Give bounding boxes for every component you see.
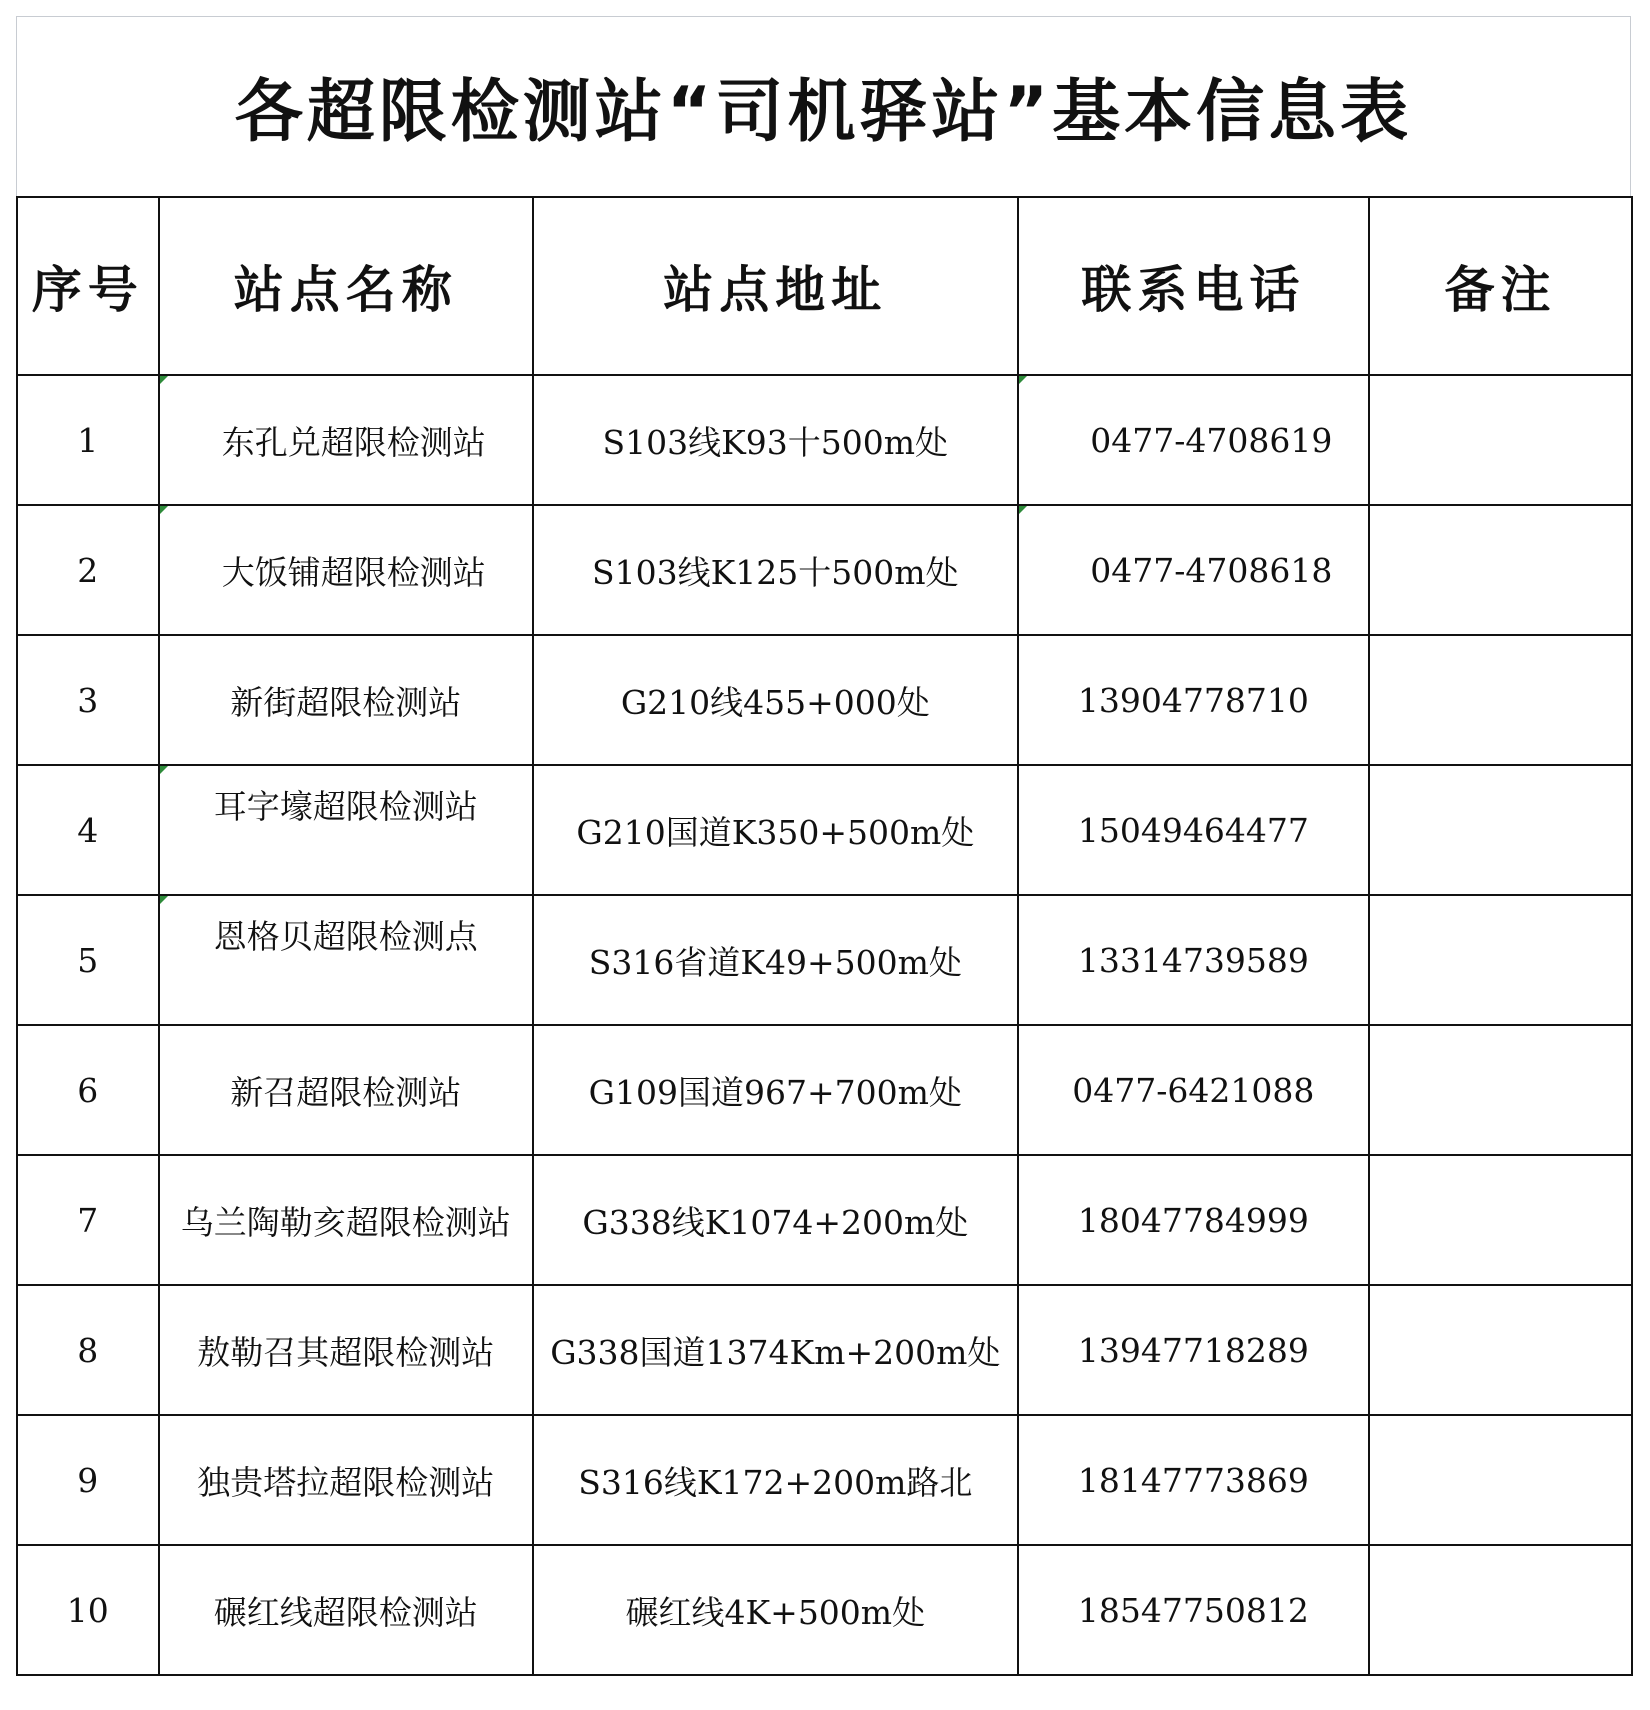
header-cell-note[interactable]: 备注 bbox=[1369, 197, 1632, 375]
comment-marker-icon bbox=[1019, 506, 1027, 514]
cell-note[interactable] bbox=[1369, 1285, 1632, 1415]
cell-no[interactable]: 10 bbox=[17, 1545, 159, 1675]
cell-note[interactable] bbox=[1369, 895, 1632, 1025]
table-row bbox=[17, 1545, 1632, 1675]
cell-no[interactable]: 2 bbox=[17, 505, 159, 635]
table-row bbox=[17, 895, 1632, 1025]
comment-marker-icon bbox=[1019, 376, 1027, 384]
table-row bbox=[17, 505, 1632, 635]
station-table bbox=[16, 196, 1633, 1676]
table-row bbox=[17, 635, 1632, 765]
cell-address[interactable]: G338国道1374Km+200m处 bbox=[533, 1285, 1018, 1415]
cell-phone-text: 0477-4708619 bbox=[1090, 420, 1333, 460]
cell-phone[interactable]: 18547750812 bbox=[1018, 1545, 1369, 1675]
cell-address[interactable]: S103线K125十500m处 bbox=[533, 505, 1018, 635]
cell-no[interactable]: 1 bbox=[17, 375, 159, 505]
table-row bbox=[17, 1285, 1632, 1415]
cell-name-text: 大饭铺超限检测站 bbox=[221, 552, 486, 592]
cell-no[interactable]: 5 bbox=[17, 895, 159, 1025]
table-row bbox=[17, 1025, 1632, 1155]
table-row bbox=[17, 1155, 1632, 1285]
cell-address[interactable]: G210线455+000处 bbox=[533, 635, 1018, 765]
page-title: 各超限检测站“司机驿站”基本信息表 bbox=[234, 73, 1413, 152]
cell-note[interactable] bbox=[1369, 375, 1632, 505]
header-cell-no[interactable]: 序号 bbox=[17, 197, 159, 375]
cell-name[interactable]: 敖勒召其超限检测站 bbox=[159, 1285, 533, 1415]
comment-marker-icon bbox=[160, 506, 168, 514]
cell-name[interactable]: 独贵塔拉超限检测站 bbox=[159, 1415, 533, 1545]
cell-name-text: 耳字壕超限检测站 bbox=[213, 786, 478, 826]
cell-no[interactable]: 9 bbox=[17, 1415, 159, 1545]
cell-phone-text: 0477-4708618 bbox=[1090, 550, 1333, 590]
comment-marker-icon bbox=[160, 766, 168, 774]
cell-no[interactable]: 8 bbox=[17, 1285, 159, 1415]
cell-no[interactable]: 3 bbox=[17, 635, 159, 765]
cell-note[interactable] bbox=[1369, 505, 1632, 635]
spreadsheet-sheet bbox=[16, 16, 1633, 1694]
table-row bbox=[17, 1415, 1632, 1545]
cell-address[interactable]: 碾红线4K+500m处 bbox=[533, 1545, 1018, 1675]
cell-phone[interactable]: 18147773869 bbox=[1018, 1415, 1369, 1545]
cell-phone[interactable]: 0477-6421088 bbox=[1018, 1025, 1369, 1155]
table-row bbox=[17, 765, 1632, 895]
cell-phone[interactable]: 13314739589 bbox=[1018, 895, 1369, 1025]
cell-name-text: 恩格贝超限检测点 bbox=[213, 916, 478, 956]
cell-phone[interactable]: 15049464477 bbox=[1018, 765, 1369, 895]
cell-name-text: 东孔兑超限检测站 bbox=[221, 422, 486, 462]
cell-address[interactable]: S103线K93十500m处 bbox=[533, 375, 1018, 505]
cell-address[interactable]: G109国道967+700m处 bbox=[533, 1025, 1018, 1155]
cell-address[interactable]: G338线K1074+200m处 bbox=[533, 1155, 1018, 1285]
cell-note[interactable] bbox=[1369, 1025, 1632, 1155]
cell-phone[interactable]: 13904778710 bbox=[1018, 635, 1369, 765]
cell-address[interactable]: S316省道K49+500m处 bbox=[533, 895, 1018, 1025]
cell-no[interactable]: 6 bbox=[17, 1025, 159, 1155]
cell-name[interactable]: 新街超限检测站 bbox=[159, 635, 533, 765]
cell-phone[interactable]: 13947718289 bbox=[1018, 1285, 1369, 1415]
cell-name[interactable]: 乌兰陶勒亥超限检测站 bbox=[159, 1155, 533, 1285]
header-row bbox=[17, 197, 1632, 375]
title-cell[interactable] bbox=[16, 16, 1631, 196]
cell-name[interactable] bbox=[159, 895, 533, 1025]
cell-note[interactable] bbox=[1369, 1155, 1632, 1285]
cell-note[interactable] bbox=[1369, 765, 1632, 895]
cell-name[interactable] bbox=[159, 375, 533, 505]
cell-address[interactable]: G210国道K350+500m处 bbox=[533, 765, 1018, 895]
cell-phone[interactable] bbox=[1018, 375, 1369, 505]
cell-address[interactable]: S316线K172+200m路北 bbox=[533, 1415, 1018, 1545]
cell-note[interactable] bbox=[1369, 1545, 1632, 1675]
cell-note[interactable] bbox=[1369, 635, 1632, 765]
cell-no[interactable]: 7 bbox=[17, 1155, 159, 1285]
header-cell-address[interactable]: 站点地址 bbox=[533, 197, 1018, 375]
cell-no[interactable]: 4 bbox=[17, 765, 159, 895]
table-row bbox=[17, 375, 1632, 505]
cell-name[interactable] bbox=[159, 505, 533, 635]
cell-name[interactable]: 新召超限检测站 bbox=[159, 1025, 533, 1155]
cell-note[interactable] bbox=[1369, 1415, 1632, 1545]
cell-name[interactable] bbox=[159, 765, 533, 895]
comment-marker-icon bbox=[160, 896, 168, 904]
cell-phone[interactable]: 18047784999 bbox=[1018, 1155, 1369, 1285]
cell-name[interactable]: 碾红线超限检测站 bbox=[159, 1545, 533, 1675]
header-cell-phone[interactable]: 联系电话 bbox=[1018, 197, 1369, 375]
comment-marker-icon bbox=[160, 376, 168, 384]
cell-phone[interactable] bbox=[1018, 505, 1369, 635]
header-cell-name[interactable]: 站点名称 bbox=[159, 197, 533, 375]
